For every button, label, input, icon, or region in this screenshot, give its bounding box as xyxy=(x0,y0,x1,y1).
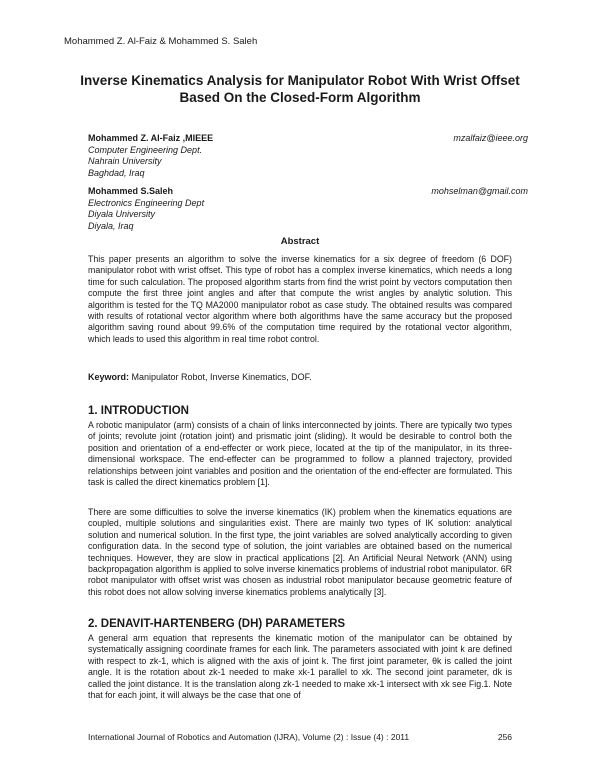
author-affiliation-line: Diyala, Iraq xyxy=(88,220,134,231)
author-email: mzalfaiz@ieee.org xyxy=(453,133,528,143)
page-footer xyxy=(88,732,512,742)
author-affiliation-line: Baghdad, Iraq xyxy=(88,167,145,178)
running-head: Mohammed Z. Al-Faiz & Mohammed S. Saleh xyxy=(64,36,258,47)
author-name: Mohammed Z. Al-Faiz ,MIEEE xyxy=(88,133,214,143)
body-paragraph: A general arm equation that represents the kinematic motion of the manipulator can be obtained by systematically assigning coordinate frames for each link. The parameters associated with joint k are defined with respect to zk-1, which is aligned with the axis of joint k. The first joint parameter, θk is called the joint angle. It is the rotation about zk-1 needed to make xk-1 parallel to xk. The second joint parameter, dk is called the joint distance. It is the translation along zk-1 needed to make xk-1 intersect with xk see Fig.1. Note that for each joint, it will always be the case that one of xyxy=(88,633,512,701)
author-block-1 xyxy=(88,133,528,179)
author-affiliation-line: Diyala University xyxy=(88,209,156,219)
abstract-text: This paper presents an algorithm to solve the inverse kinematics for a six degree of freedom (6 DOF) manipulator robot with wrist offset. This type of robot has a complex inverse kinematics, which needs a long time for such calculation. The proposed algorithm starts from find the wrist point by vectors computation then compute the first three joint angles and after that compute the wrist angles by analytic solution. This algorithm is tested for the TQ MA2000 manipulator robot as case study. The obtained results was compared with results of rotational vector algorithm where both algorithms have the same accuracy but the proposed algorithm saving round about 99.6% of the computation time required by the rotational vector algorithm, which leads to used this algorithm in real time robot control. xyxy=(88,254,512,344)
keyword-text: Manipulator Robot, Inverse Kinematics, DOF. xyxy=(129,372,312,382)
footer-journal: International Journal of Robotics and Automation (IJRA), Volume (2) : Issue (4) : 2011 xyxy=(88,732,410,742)
keyword-label: Keyword: xyxy=(88,372,130,382)
paper-title: Inverse Kinematics Analysis for Manipulator Robot With Wrist Offset Based On the Closed-Form Algorithm xyxy=(80,73,520,105)
author-affiliation-line: Nahrain University xyxy=(88,156,162,166)
author-email: mohselman@gmail.com xyxy=(431,186,528,196)
author-affiliation-line: Computer Engineering Dept. xyxy=(88,144,203,155)
keywords xyxy=(88,372,512,383)
page-number: 256 xyxy=(497,732,512,742)
author-affiliation-line: Electronics Engineering Dept xyxy=(88,197,205,208)
author-name: Mohammed S.Saleh xyxy=(88,186,174,196)
body-paragraph: There are some difficulties to solve the inverse kinematics (IK) problem when the kinematics equations are coupled, multiple solutions and singularities exist. There are mainly two types of IK solution: analytical solution and numerical solution. In the first type, the joint variables are solved analytically according to given configuration data. In the second type of solution, the joint variables are obtained based on the numerical techniques. However, they are slow in practical applications [2]. An Artificial Neural Network (ANN) using backpropagation algorithm is applied to solve inverse kinematics problems of industrial robot manipulator. 6R robot manipulator with offset wrist was chosen as industrial robot manipulator because geometric feature of this robot does not allow solving inverse kinematics problems analytically [3]. xyxy=(88,507,512,597)
section-heading-dh-parameters: 2. DENAVIT-HARTENBERG (DH) PARAMETERS xyxy=(88,618,346,630)
author-block-2 xyxy=(88,186,528,232)
body-paragraph: A robotic manipulator (arm) consists of a chain of links interconnected by joints. There are typically two types of joints; revolute joint (rotation joint) and prismatic joint (sliding). It would be desirable to control both the position and orientation of a end-effecter or work piece, located at the tip of the manipulator, in its three-dimensional workspace. The end-effecter can be programmed to follow a planned trajectory, provided relationships between joint variables and position and the orientation of the end-effecter are formulated. This task is called the direct kinematics problem [1]. xyxy=(88,420,512,488)
section-heading-introduction: 1. INTRODUCTION xyxy=(88,405,189,417)
abstract-heading: Abstract xyxy=(280,236,320,247)
